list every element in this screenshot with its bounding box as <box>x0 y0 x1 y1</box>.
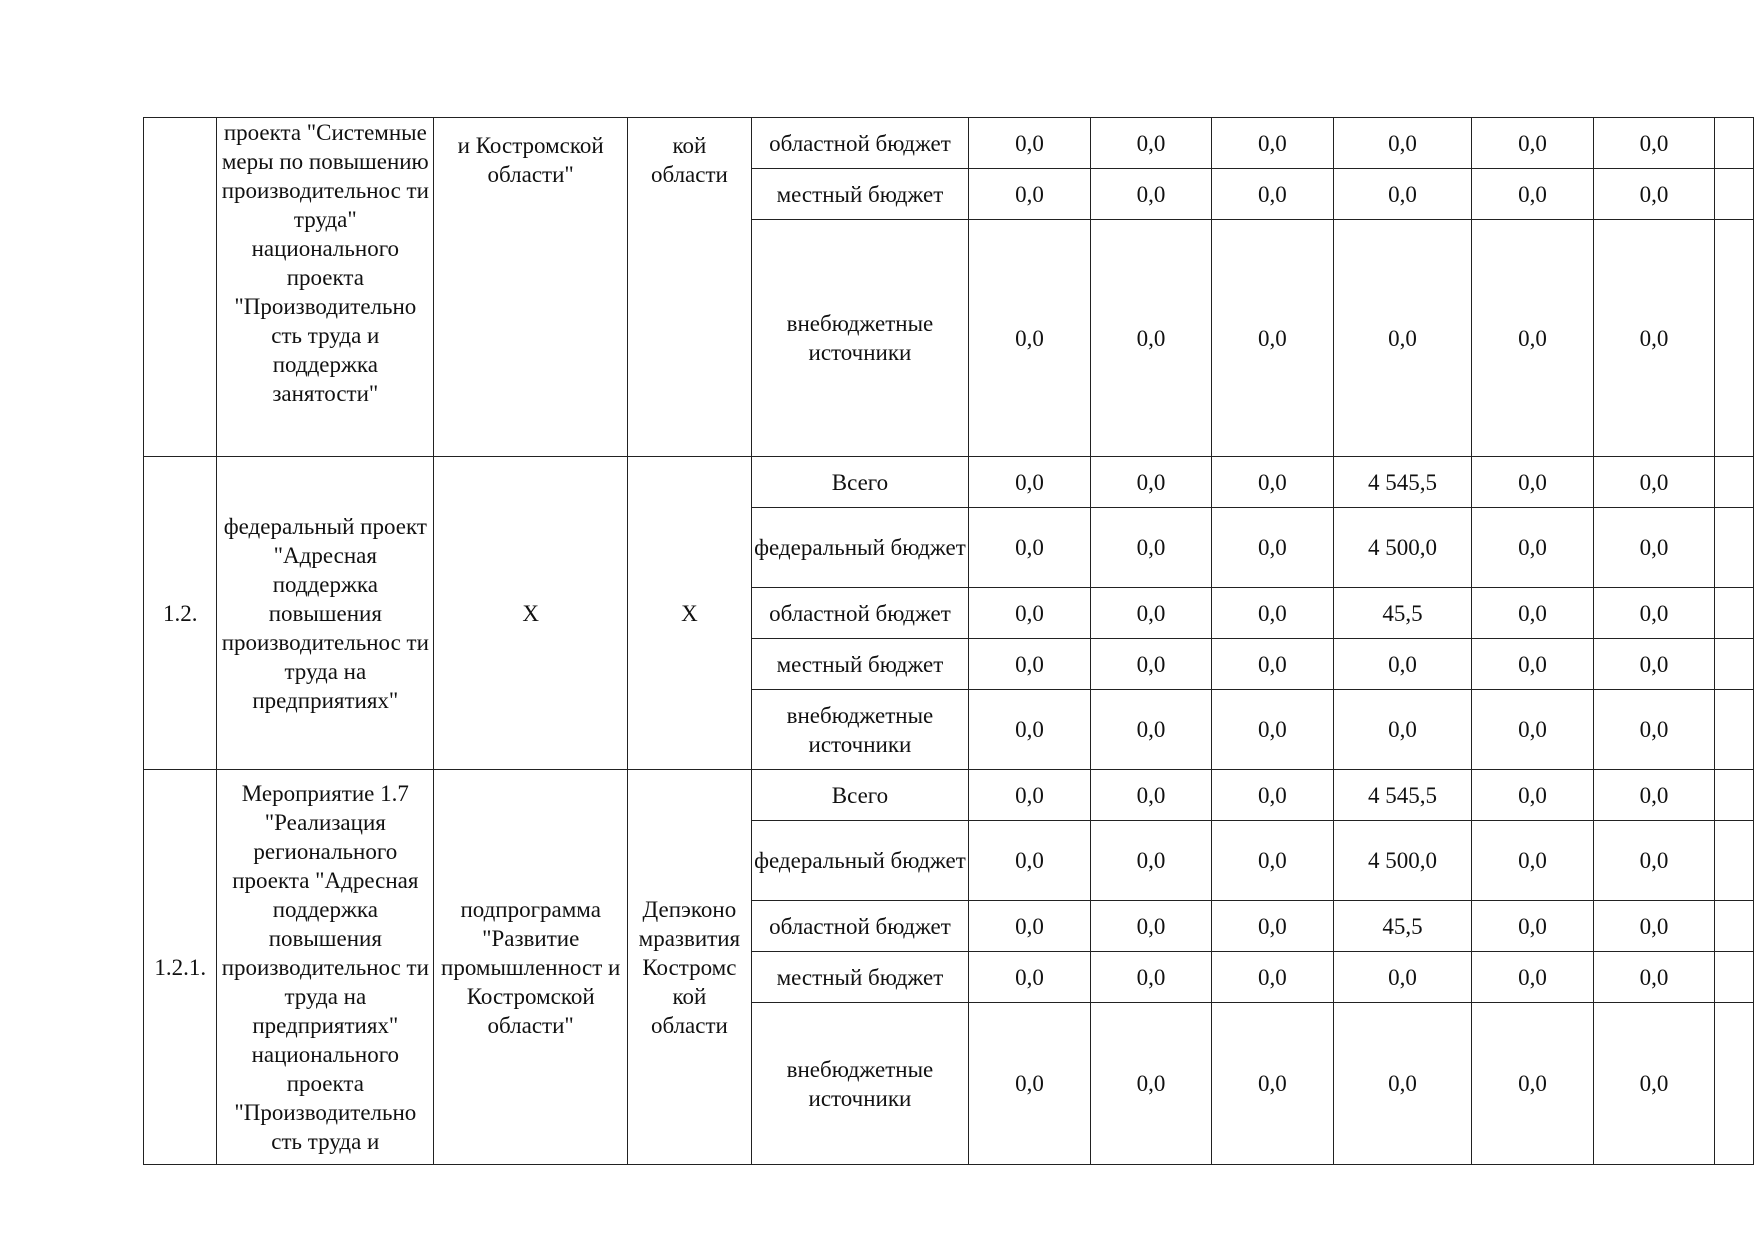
cut-off-cell <box>1715 690 1754 770</box>
value-cell: 0,0 <box>1593 952 1714 1003</box>
cut-off-cell <box>1715 1003 1754 1165</box>
value-cell: 0,0 <box>1333 639 1472 690</box>
cut-off-cell <box>1715 508 1754 588</box>
value-cell: 0,0 <box>1333 952 1472 1003</box>
value-cell: 0,0 <box>1090 457 1211 508</box>
value-cell: 0,0 <box>1212 952 1333 1003</box>
funding-source: местный бюджет <box>751 169 969 220</box>
cut-off-cell <box>1715 821 1754 901</box>
cut-off-cell <box>1715 901 1754 952</box>
value-cell: 0,0 <box>1593 220 1714 457</box>
value-cell: 0,0 <box>1472 588 1593 639</box>
value-cell: 45,5 <box>1333 588 1472 639</box>
funding-source: внебюджетные источники <box>751 690 969 770</box>
value-cell: 0,0 <box>1472 639 1593 690</box>
value-cell: 0,0 <box>1090 588 1211 639</box>
item-code <box>144 118 217 457</box>
value-cell: 0,0 <box>1593 457 1714 508</box>
value-cell: 0,0 <box>1472 770 1593 821</box>
cut-off-cell <box>1715 118 1754 169</box>
value-cell: 0,0 <box>1333 220 1472 457</box>
value-cell: 0,0 <box>1593 770 1714 821</box>
funding-source: внебюджетные источники <box>751 220 969 457</box>
value-cell: 0,0 <box>1472 220 1593 457</box>
item-name: проекта "Системные меры по повышению производительнос ти труда" национального проекта "Производительно сть труда и поддержка занятости" <box>217 118 434 457</box>
cut-off-cell <box>1715 639 1754 690</box>
value-cell: 0,0 <box>1212 901 1333 952</box>
value-cell: 4 545,5 <box>1333 457 1472 508</box>
value-cell: 0,0 <box>1593 1003 1714 1165</box>
funding-source: местный бюджет <box>751 639 969 690</box>
value-cell: 0,0 <box>1090 821 1211 901</box>
funding-source: местный бюджет <box>751 952 969 1003</box>
value-cell: 0,0 <box>969 770 1090 821</box>
value-cell: 0,0 <box>1212 1003 1333 1165</box>
item-executor: Депэконо мразвития Костромс кой области <box>628 770 751 1165</box>
value-cell: 0,0 <box>1090 901 1211 952</box>
item-program: и Костромской области" <box>434 118 628 457</box>
value-cell: 0,0 <box>1333 1003 1472 1165</box>
value-cell: 0,0 <box>1472 457 1593 508</box>
cut-off-cell <box>1715 220 1754 457</box>
value-cell: 0,0 <box>1212 639 1333 690</box>
value-cell: 0,0 <box>1472 952 1593 1003</box>
value-cell: 0,0 <box>969 220 1090 457</box>
cut-off-cell <box>1715 588 1754 639</box>
value-cell: 0,0 <box>1212 690 1333 770</box>
funding-source: федеральный бюджет <box>751 821 969 901</box>
value-cell: 0,0 <box>1212 588 1333 639</box>
value-cell: 0,0 <box>969 639 1090 690</box>
value-cell: 0,0 <box>969 952 1090 1003</box>
value-cell: 0,0 <box>1090 639 1211 690</box>
value-cell: 0,0 <box>969 169 1090 220</box>
value-cell: 4 545,5 <box>1333 770 1472 821</box>
value-cell: 0,0 <box>1333 690 1472 770</box>
item-name: федеральный проект "Адресная поддержка повышения производительнос ти труда на предприятиях" <box>217 457 434 770</box>
value-cell: 0,0 <box>1212 118 1333 169</box>
funding-source: областной бюджет <box>751 588 969 639</box>
value-cell: 0,0 <box>1593 118 1714 169</box>
funding-source: Всего <box>751 770 969 821</box>
value-cell: 0,0 <box>1593 690 1714 770</box>
value-cell: 0,0 <box>1593 588 1714 639</box>
item-code: 1.2. <box>144 457 217 770</box>
funding-source: областной бюджет <box>751 901 969 952</box>
value-cell: 0,0 <box>1472 508 1593 588</box>
cut-off-cell <box>1715 770 1754 821</box>
value-cell: 0,0 <box>1090 952 1211 1003</box>
value-cell: 0,0 <box>1212 220 1333 457</box>
cut-off-cell <box>1715 457 1754 508</box>
item-program: Х <box>434 457 628 770</box>
cut-off-cell <box>1715 952 1754 1003</box>
value-cell: 0,0 <box>1333 169 1472 220</box>
value-cell: 0,0 <box>1593 508 1714 588</box>
value-cell: 0,0 <box>969 1003 1090 1165</box>
item-executor: Х <box>628 457 751 770</box>
value-cell: 0,0 <box>1090 220 1211 457</box>
value-cell: 0,0 <box>1212 508 1333 588</box>
value-cell: 0,0 <box>1212 169 1333 220</box>
item-code: 1.2.1. <box>144 770 217 1165</box>
value-cell: 45,5 <box>1333 901 1472 952</box>
value-cell: 0,0 <box>1212 457 1333 508</box>
funding-source: Всего <box>751 457 969 508</box>
value-cell: 4 500,0 <box>1333 508 1472 588</box>
value-cell: 0,0 <box>1090 508 1211 588</box>
value-cell: 0,0 <box>1472 901 1593 952</box>
value-cell: 0,0 <box>1593 821 1714 901</box>
value-cell: 0,0 <box>1212 770 1333 821</box>
funding-source: областной бюджет <box>751 118 969 169</box>
value-cell: 0,0 <box>1593 901 1714 952</box>
value-cell: 0,0 <box>1472 690 1593 770</box>
value-cell: 0,0 <box>1090 118 1211 169</box>
value-cell: 0,0 <box>969 690 1090 770</box>
item-program: подпрограмма "Развитие промышленност и Костромской области" <box>434 770 628 1165</box>
item-name: Мероприятие 1.7 "Реализация регионального проекта "Адресная поддержка повышения производительнос ти труда на предприятиях" национального проекта "Производительно сть труда и <box>217 770 434 1165</box>
value-cell: 0,0 <box>969 508 1090 588</box>
value-cell: 0,0 <box>969 118 1090 169</box>
value-cell: 0,0 <box>1593 169 1714 220</box>
funding-source: федеральный бюджет <box>751 508 969 588</box>
value-cell: 0,0 <box>1090 770 1211 821</box>
value-cell: 0,0 <box>1212 821 1333 901</box>
cut-off-cell <box>1715 169 1754 220</box>
budget-table <box>143 117 1754 1165</box>
value-cell: 0,0 <box>969 457 1090 508</box>
value-cell: 0,0 <box>1472 118 1593 169</box>
value-cell: 0,0 <box>969 901 1090 952</box>
value-cell: 0,0 <box>1090 690 1211 770</box>
value-cell: 0,0 <box>1090 1003 1211 1165</box>
value-cell: 0,0 <box>1472 821 1593 901</box>
value-cell: 0,0 <box>969 588 1090 639</box>
value-cell: 4 500,0 <box>1333 821 1472 901</box>
value-cell: 0,0 <box>1333 118 1472 169</box>
funding-source: внебюджетные источники <box>751 1003 969 1165</box>
value-cell: 0,0 <box>1593 639 1714 690</box>
value-cell: 0,0 <box>1090 169 1211 220</box>
value-cell: 0,0 <box>1472 169 1593 220</box>
value-cell: 0,0 <box>1472 1003 1593 1165</box>
value-cell: 0,0 <box>969 821 1090 901</box>
item-executor: кой области <box>628 118 751 457</box>
